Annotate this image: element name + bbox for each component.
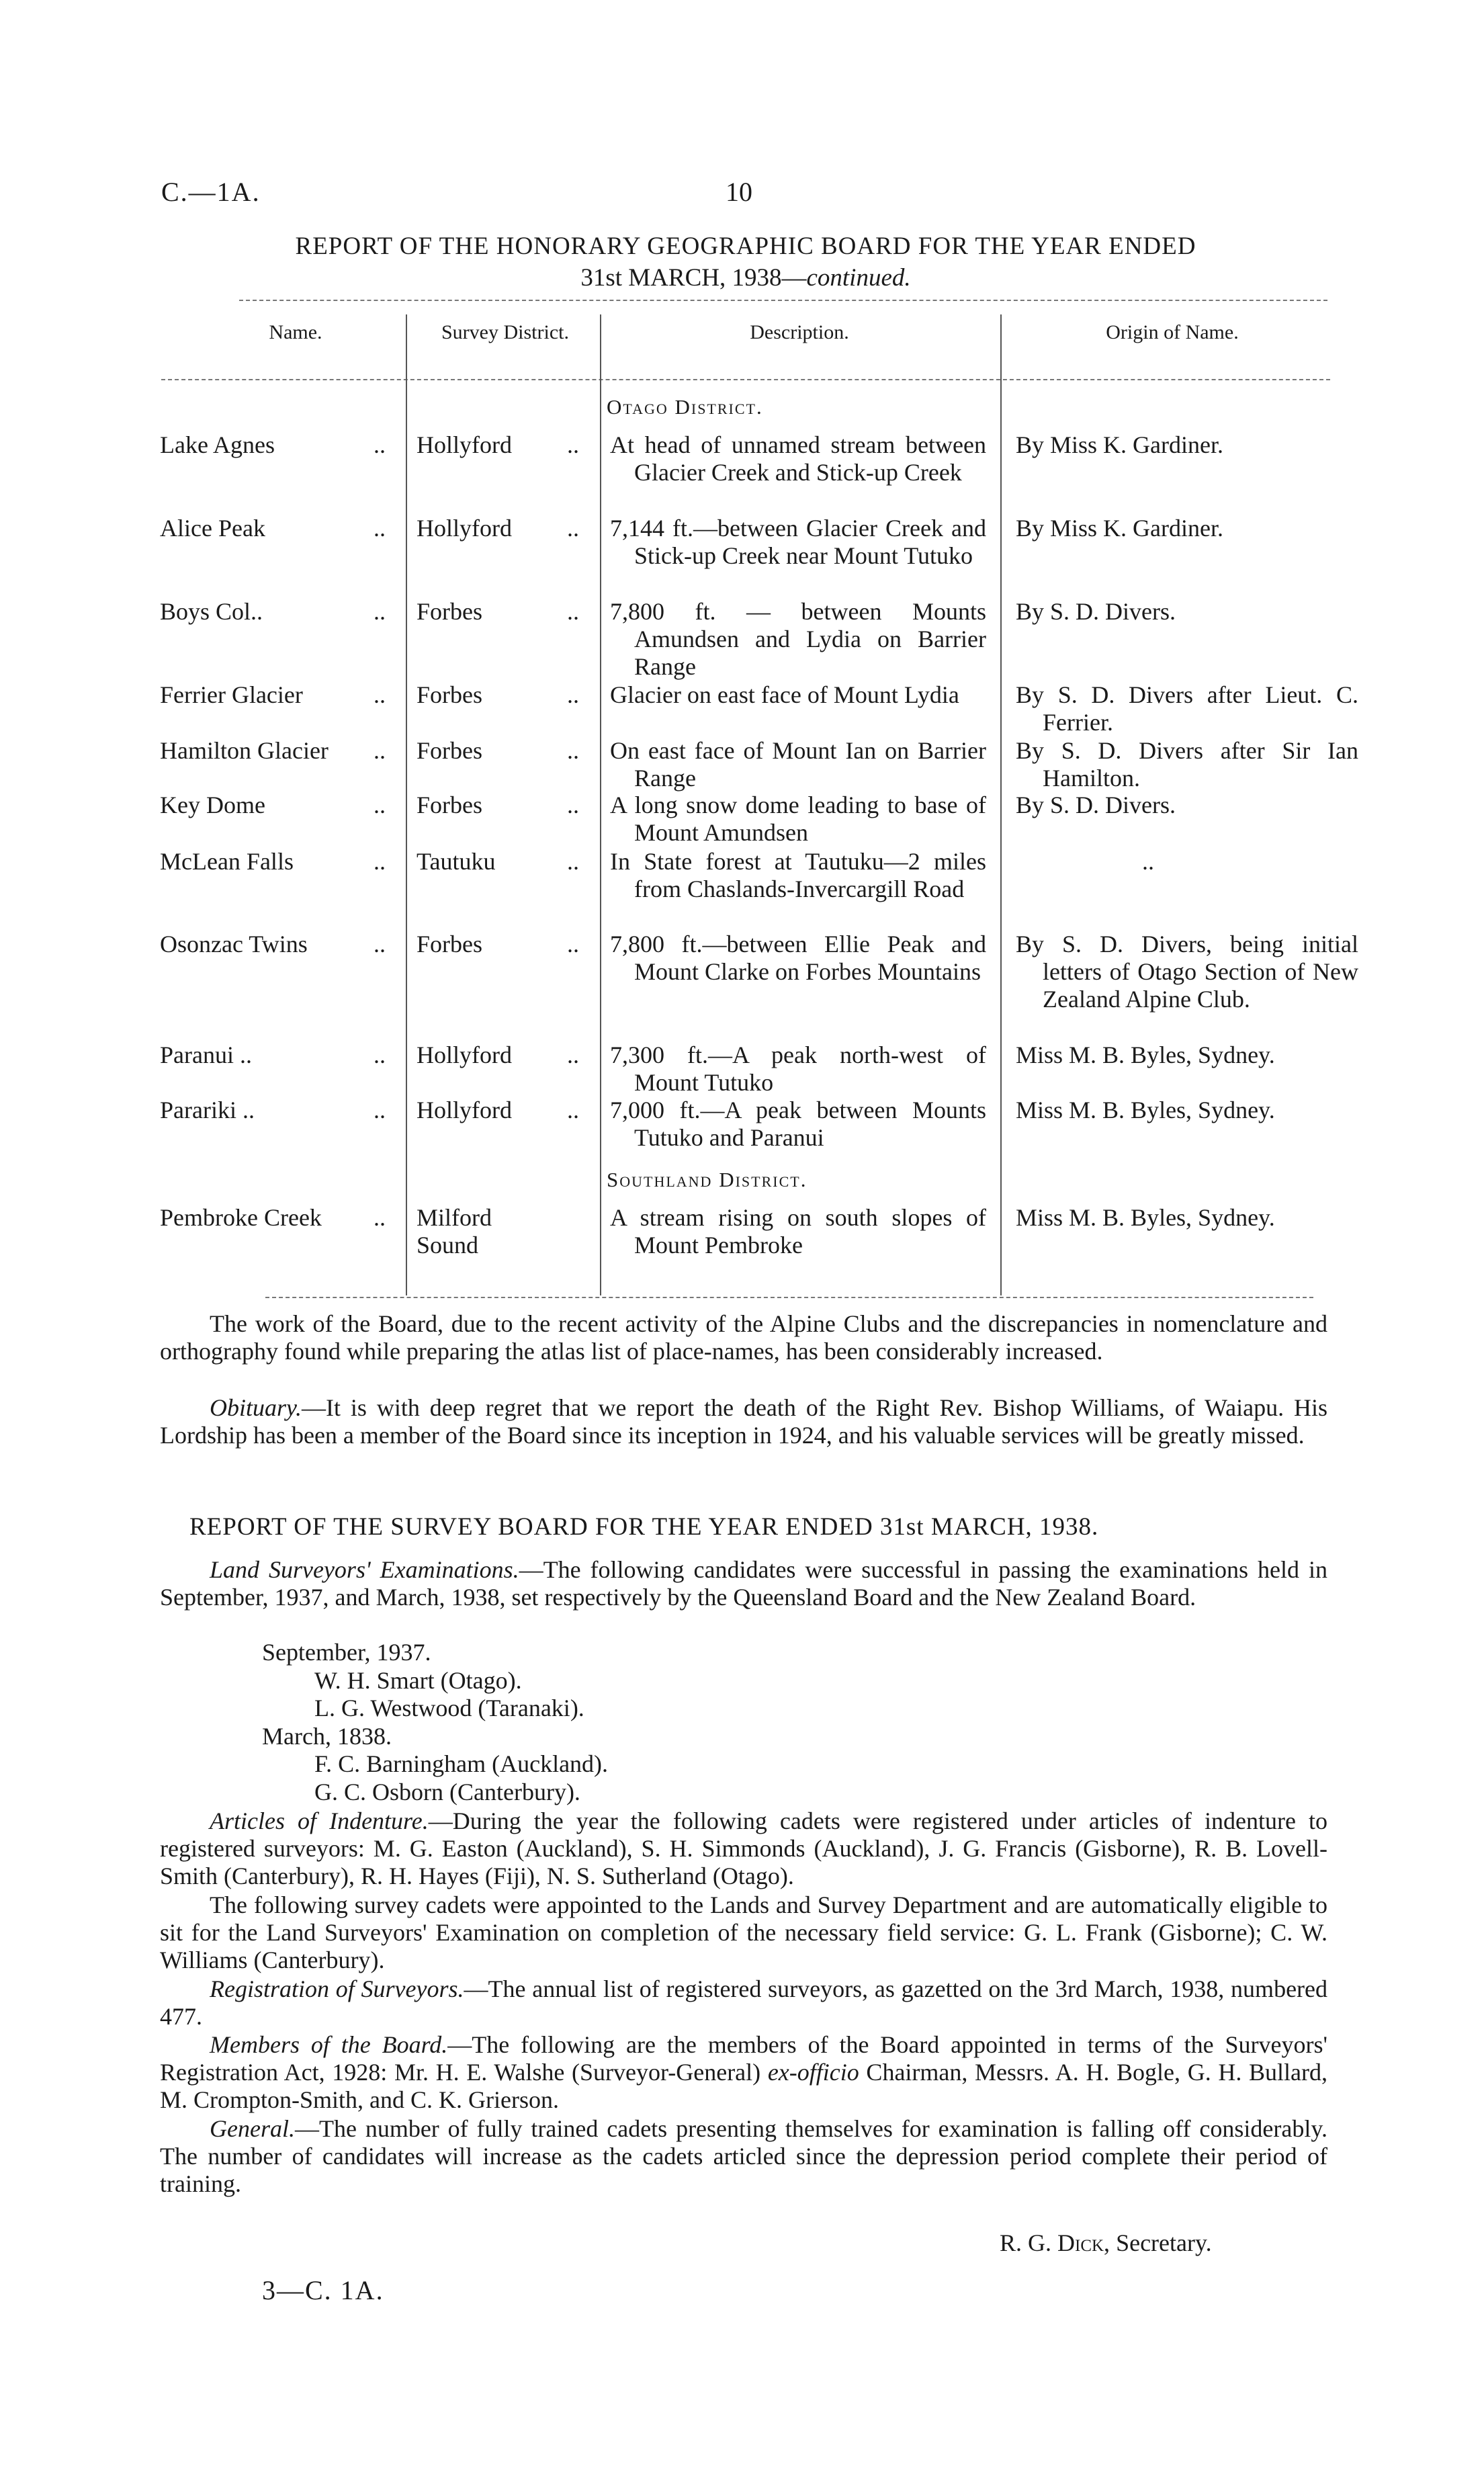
table-cell-survey: Forbes [417, 792, 482, 818]
table-cell-origin: Miss M. B. Byles, Sydney. [1016, 1097, 1275, 1123]
leader-dots: .. [567, 515, 579, 542]
leader-dots: .. [374, 931, 386, 957]
leader-dots: .. [567, 1041, 579, 1068]
column-divider [1000, 314, 1002, 1295]
table-cell-origin: By S. D. Divers, being initial letters of Otago Section of New Zealand Alpine Club. [1016, 931, 1358, 1013]
table-cell-description: A stream rising on south slopes of Mount Pembroke [610, 1204, 986, 1258]
table-cell-description: Glacier on east face of Mount Lydia [610, 681, 959, 708]
leader-dots: .. [567, 848, 579, 875]
leader-dots: .. [374, 848, 386, 875]
leader-dots: .. [374, 1041, 386, 1068]
table-header-rule [161, 379, 1330, 380]
table-cell-survey: Hollyford [417, 431, 512, 458]
document-reference: C.—1A. [161, 177, 261, 207]
table-cell-name: Parariki .. [160, 1097, 255, 1123]
table-cell-description: 7,800 ft.—between Ellie Peak and Mount Clarke on Forbes Mountains [610, 931, 986, 985]
table-cell-survey: Tautuku [417, 848, 496, 875]
footer-reference: 3—C. 1A. [262, 2275, 384, 2305]
leader-dots: .. [374, 598, 386, 625]
table-cell-survey: Milford Sound [417, 1204, 492, 1258]
table-cell-survey: Hollyford [417, 1041, 512, 1068]
table-cell-survey: Hollyford [417, 1097, 512, 1123]
table-cell-description: 7,800 ft. — between Mounts Amundsen and Lydia on Barrier Range [610, 598, 986, 680]
table-cell-origin: Miss M. B. Byles, Sydney. [1016, 1041, 1275, 1068]
registration-paragraph: Registration of Surveyors.—The annual list of registered surveyors, as gazetted on the 3rd March, 1938, numbered 477. [160, 1975, 1328, 2030]
leader-dots: .. [567, 1097, 579, 1123]
column-header-name: Name. [269, 321, 322, 343]
table-cell-name: Ferrier Glacier [160, 681, 303, 708]
table-cell-description: 7,000 ft.—A peak between Mounts Tutuko and Paranui [610, 1097, 986, 1151]
table-cell-origin: Miss M. B. Byles, Sydney. [1016, 1204, 1275, 1231]
general-paragraph: General.—The number of fully trained cadets presenting themselves for examination is falling off considerably. The number of candidates will increase as the cadets articled since the depression period complete their period of training. [160, 2115, 1327, 2197]
leader-dots: .. [567, 931, 579, 957]
table-cell-origin: By Miss K. Gardiner. [1016, 431, 1223, 458]
board-work-paragraph: The work of the Board, due to the recent activity of the Alpine Clubs and the discrepancies in nomenclature and orthography found while preparing the atlas list of place-names, has been considerably increased. [160, 1310, 1327, 1365]
table-cell-description: In State forest at Tautuku—2 miles from Chaslands-Invercargill Road [610, 848, 986, 902]
survey-board-title: REPORT OF THE SURVEY BOARD FOR THE YEAR ENDED 31st MARCH, 1938. [189, 1513, 1099, 1541]
table-cell-origin: By Miss K. Gardiner. [1016, 515, 1223, 542]
table-cell-description: On east face of Mount Ian on Barrier Range [610, 737, 986, 792]
leader-dots: .. [374, 1097, 386, 1123]
table-cell-survey: Forbes [417, 598, 482, 625]
candidate-name: L. G. Westwood (Taranaki). [314, 1695, 584, 1721]
table-cell-survey: Forbes [417, 681, 482, 708]
column-header-origin: Origin of Name. [1106, 321, 1239, 343]
table-cell-origin: By S. D. Divers. [1016, 598, 1176, 625]
page-number: 10 [726, 177, 752, 207]
table-bottom-rule [265, 1297, 1313, 1298]
table-cell-description: 7,144 ft.—between Glacier Creek and Stick-up Creek near Mount Tutuko [610, 515, 986, 569]
examinations-paragraph: Land Surveyors' Examinations.—The following candidates were successful in passing the examinations held in September, 1937, and March, 1938, set respectively by the Queensland Board and the New Zealand Board. [160, 1556, 1327, 1611]
leader-dots: .. [374, 515, 386, 542]
table-cell-origin: By S. D. Divers after Lieut. C. Ferrier. [1016, 681, 1358, 736]
table-cell-name: Boys Col.. [160, 598, 263, 625]
candidate-name: W. H. Smart (Otago). [314, 1667, 522, 1694]
signature: R. G. Dick, Secretary. [1000, 2229, 1212, 2256]
leader-dots: .. [567, 598, 579, 625]
table-cell-survey: Forbes [417, 737, 482, 764]
table-cell-name: Paranui .. [160, 1041, 252, 1068]
table-cell-name: Lake Agnes [160, 431, 275, 458]
leader-dots: .. [567, 737, 579, 764]
table-cell-name: McLean Falls [160, 848, 294, 875]
obituary-paragraph: Obituary.—It is with deep regret that we report the death of the Right Rev. Bishop Williams, of Waiapu. His Lordship has been a member of the Board since its inception in 1924, and his valuable services will be greatly missed. [160, 1394, 1327, 1449]
leader-dots: .. [374, 681, 386, 708]
column-header-description: Description. [750, 321, 849, 343]
table-cell-origin: .. [1142, 848, 1154, 875]
district-heading-otago: Otago District. [607, 395, 763, 419]
exam-month-heading: September, 1937. [262, 1639, 431, 1666]
district-heading-southland: Southland District. [607, 1168, 808, 1191]
members-paragraph: Members of the Board.—The following are the members of the Board appointed in terms of the Surveyors' Registration Act, 1928: Mr. H. E. Walshe (Surveyor-General) ex-officio Chairman, Messrs. A. H. Bogle, G. H. Bullard, M. Crompton-Smith, and C. K. Grierson. [160, 2031, 1328, 2113]
table-cell-survey: Hollyford [417, 515, 512, 542]
leader-dots: .. [567, 792, 579, 818]
candidate-name: G. C. Osborn (Canterbury). [314, 1779, 580, 1805]
table-cell-description: At head of unnamed stream between Glacier Creek and Stick-up Creek [610, 431, 986, 486]
table-cell-survey: Forbes [417, 931, 482, 957]
table-cell-origin: By S. D. Divers. [1016, 792, 1176, 818]
table-cell-name: Hamilton Glacier [160, 737, 329, 764]
table-top-rule [239, 300, 1327, 301]
exam-month-heading: March, 1838. [262, 1723, 392, 1750]
report-title: REPORT OF THE HONORARY GEOGRAPHIC BOARD FOR THE YEAR ENDED [295, 232, 1196, 260]
candidate-name: F. C. Barningham (Auckland). [314, 1750, 609, 1777]
table-cell-name: Pembroke Creek [160, 1204, 322, 1231]
indenture-paragraph: Articles of Indenture.—During the year the following cadets were registered under articles of indenture to registered surveyors: M. G. Easton (Auckland), S. H. Simmonds (Auckland), J. G. Francis (Gisborne), R. B. Lovell-Smith (Canterbury), R. H. Hayes (Fiji), N. S. Sutherland (Otago). [160, 1807, 1327, 1889]
column-divider [600, 314, 601, 1295]
table-cell-name: Osonzac Twins [160, 931, 308, 957]
leader-dots: .. [374, 1204, 386, 1231]
leader-dots: .. [374, 792, 386, 818]
leader-dots: .. [567, 681, 579, 708]
leader-dots: .. [374, 737, 386, 764]
table-cell-origin: By S. D. Divers after Sir Ian Hamilton. [1016, 737, 1358, 792]
table-cell-name: Key Dome [160, 792, 265, 818]
cadets-paragraph: The following survey cadets were appointed to the Lands and Survey Department and are automatically eligible to sit for the Land Surveyors' Examination on completion of the necessary field service: G. L. Frank (Gisborne); C. W. Williams (Canterbury). [160, 1891, 1327, 1973]
column-header-survey-district: Survey District. [441, 321, 569, 343]
report-title-date: 31st MARCH, 1938—continued. [580, 264, 911, 292]
leader-dots: .. [567, 431, 579, 458]
table-cell-description: 7,300 ft.—A peak north-west of Mount Tutuko [610, 1041, 986, 1096]
table-cell-name: Alice Peak [160, 515, 265, 542]
leader-dots: .. [374, 431, 386, 458]
table-cell-description: A long snow dome leading to base of Mount Amundsen [610, 792, 986, 846]
